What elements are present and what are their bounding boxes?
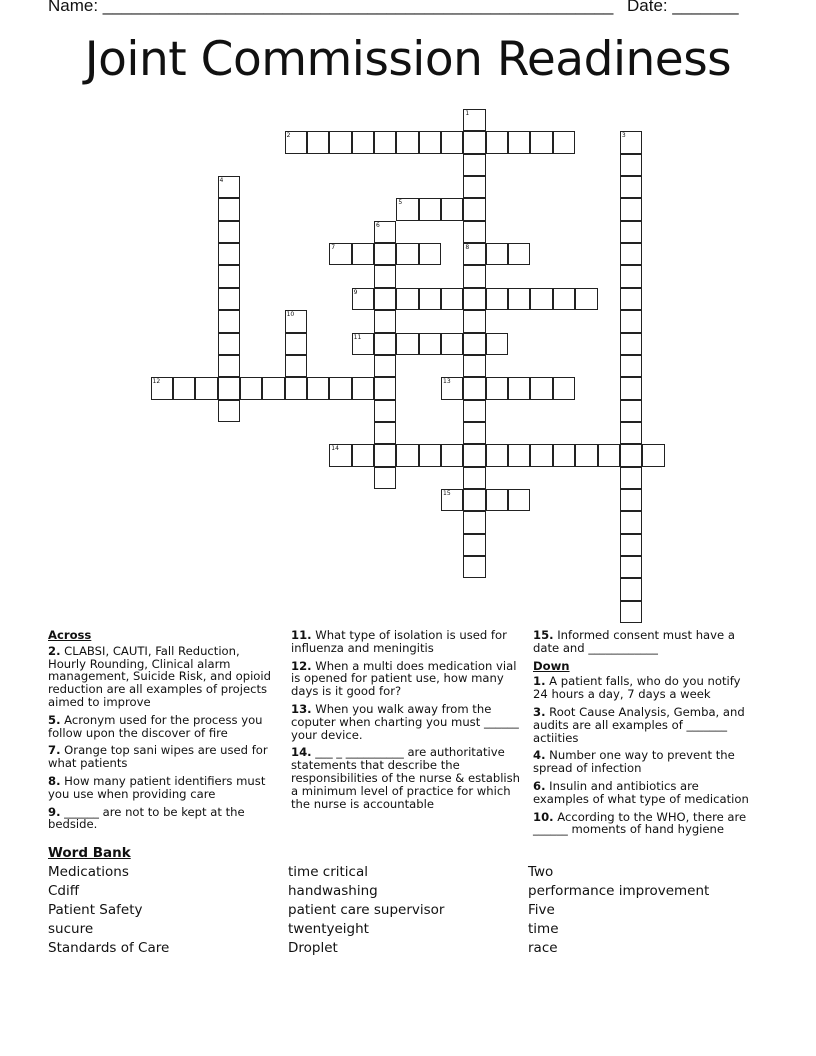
across-clue-11: 11. What type of isolation is used for influenza and meningitis	[291, 628, 507, 655]
word-bank-item: performance improvement	[528, 883, 710, 899]
crossword-cell[interactable]	[463, 221, 485, 243]
crossword-cell[interactable]	[441, 288, 463, 310]
clue-number: 5	[398, 199, 403, 207]
crossword-cell[interactable]	[463, 489, 485, 511]
crossword-cell[interactable]	[218, 310, 240, 332]
crossword-cell[interactable]	[463, 534, 485, 556]
word-bank-column-2	[288, 863, 444, 958]
crossword-cell[interactable]	[620, 333, 642, 355]
crossword-cell[interactable]	[441, 444, 463, 466]
clue-number: 7	[331, 244, 336, 252]
word-bank-item: Medications	[48, 864, 129, 880]
clue-number: 8	[465, 244, 470, 252]
word-bank-heading: Word Bank	[48, 845, 131, 861]
crossword-cell[interactable]	[374, 243, 396, 265]
crossword-cell[interactable]	[374, 444, 396, 466]
word-bank-item: time critical	[288, 864, 369, 880]
across-clue-9: 9. ______ are not to be kept at the bedside.	[48, 804, 245, 832]
word-bank-item: time	[528, 921, 559, 937]
crossword-cell[interactable]	[419, 131, 441, 153]
crossword-cell[interactable]	[463, 400, 485, 422]
crossword-cell[interactable]	[620, 243, 642, 265]
down-clue-4: 4. Number one way to prevent the spread of infection	[533, 748, 735, 776]
word-bank-item: Patient Safety	[48, 902, 143, 918]
crossword-cell[interactable]	[285, 377, 307, 399]
crossword-cell[interactable]	[151, 377, 173, 399]
crossword-cell[interactable]	[463, 511, 485, 533]
crossword-cell[interactable]	[620, 556, 642, 578]
crossword-cell[interactable]	[173, 377, 195, 399]
crossword-cell[interactable]	[262, 377, 284, 399]
clue-number: 11	[353, 333, 362, 341]
crossword-cell[interactable]	[463, 333, 485, 355]
crossword-cell[interactable]	[463, 310, 485, 332]
crossword-cell[interactable]	[441, 377, 463, 399]
clue-number: 2	[286, 132, 291, 140]
crossword-cell[interactable]	[620, 400, 642, 422]
crossword-cell[interactable]	[396, 243, 418, 265]
crossword-cell[interactable]	[553, 377, 575, 399]
across-clue-13: 13. When you walk away from the coputer when charting you must ______ your device.	[291, 701, 519, 742]
crossword-cell[interactable]	[463, 355, 485, 377]
crossword-cell[interactable]	[530, 444, 552, 466]
crossword-cell[interactable]	[620, 601, 642, 623]
across-heading: Across	[48, 628, 92, 642]
down-heading: Down	[533, 658, 570, 673]
crossword-cell[interactable]	[620, 578, 642, 600]
crossword-cell[interactable]	[218, 176, 240, 198]
crossword-cell[interactable]	[419, 288, 441, 310]
crossword-cell[interactable]	[307, 377, 329, 399]
name-field-label: Name: ______________________________________________________	[48, 0, 614, 15]
clue-number: 15	[443, 489, 451, 497]
across-clue-15: 15. Informed consent must have a date and ____________	[533, 628, 735, 655]
crossword-cell[interactable]	[463, 556, 485, 578]
crossword-cell[interactable]	[575, 444, 597, 466]
crossword-cell[interactable]	[620, 511, 642, 533]
crossword-cell[interactable]	[441, 489, 463, 511]
crossword-cell[interactable]	[352, 288, 374, 310]
crossword-cell[interactable]	[352, 444, 374, 466]
crossword-cell[interactable]	[642, 444, 664, 466]
crossword-cell[interactable]	[463, 288, 485, 310]
clue-number: 4	[219, 177, 224, 185]
crossword-cell[interactable]	[285, 310, 307, 332]
clues-column-1	[48, 629, 278, 836]
crossword-cell[interactable]	[329, 444, 351, 466]
crossword-cell[interactable]	[598, 444, 620, 466]
crossword-cell[interactable]	[508, 131, 530, 153]
across-clue-12: 12. When a multi does medication vial is opened for patient use, how many days is it good for?	[291, 658, 517, 699]
crossword-cell[interactable]	[329, 377, 351, 399]
crossword-cell[interactable]	[620, 467, 642, 489]
across-clue-8: 8. How many patient identifiers must you use when providing care	[48, 773, 266, 801]
crossword-cell[interactable]	[486, 243, 508, 265]
crossword-cell[interactable]	[463, 154, 485, 176]
crossword-cell[interactable]	[530, 131, 552, 153]
across-clue-14: 14. ___ _ __________ are authoritative statements that describe the responsibilities of the nurse & establish a minimum level of practice for which the nurse is accountable	[291, 745, 521, 811]
crossword-cell[interactable]	[620, 198, 642, 220]
crossword-cell[interactable]	[553, 444, 575, 466]
clue-number: 1	[465, 110, 470, 117]
word-bank-item: Five	[528, 902, 555, 918]
crossword-cell[interactable]	[329, 131, 351, 153]
clue-number: 3	[621, 132, 626, 140]
crossword-cell[interactable]	[620, 355, 642, 377]
crossword-cell[interactable]	[530, 377, 552, 399]
crossword-cell[interactable]	[508, 444, 530, 466]
word-bank-column-3	[528, 863, 709, 958]
crossword-cell[interactable]	[374, 355, 396, 377]
crossword-cell[interactable]	[195, 377, 217, 399]
crossword-cell[interactable]	[218, 198, 240, 220]
clues-column-2	[291, 629, 521, 815]
across-clue-7: 7. Orange top sani wipes are used for what patients	[48, 743, 268, 771]
down-clue-3: 3. Root Cause Analysis, Gemba, and audits are all examples of _______ actiities	[533, 704, 745, 745]
crossword-cell[interactable]	[218, 400, 240, 422]
crossword-cell[interactable]	[285, 355, 307, 377]
clue-number: 13	[443, 378, 451, 386]
crossword-cell[interactable]	[240, 377, 262, 399]
across-clue-5: 5. Acronym used for the process you follow upon the discover of fire	[48, 712, 263, 740]
crossword-cell[interactable]	[396, 131, 418, 153]
crossword-cell[interactable]	[620, 310, 642, 332]
across-clue-2: 2. CLABSI, CAUTI, Fall Reduction, Hourly Rounding, Clinical alarm management, Suicide Risk, and opioid reduction are all examples of projects aimed to improve	[48, 643, 271, 709]
crossword-cell[interactable]	[620, 534, 642, 556]
crossword-cell[interactable]	[463, 422, 485, 444]
crossword-cell[interactable]	[307, 131, 329, 153]
crossword-cell[interactable]	[374, 400, 396, 422]
word-bank-item: twentyeight	[288, 921, 369, 937]
crossword-cell[interactable]	[553, 131, 575, 153]
crossword-cell[interactable]	[374, 310, 396, 332]
clue-number: 14	[331, 445, 339, 453]
crossword-cell[interactable]	[553, 288, 575, 310]
crossword-cell[interactable]	[396, 333, 418, 355]
crossword-cell[interactable]	[285, 131, 307, 153]
word-bank-item: race	[528, 940, 558, 956]
crossword-cell[interactable]	[530, 288, 552, 310]
crossword-cell[interactable]	[620, 176, 642, 198]
clue-number: 10	[286, 311, 295, 319]
crossword-cell[interactable]	[285, 333, 307, 355]
crossword-cell[interactable]	[620, 221, 642, 243]
crossword-cell[interactable]	[463, 377, 485, 399]
word-bank-item: Cdiff	[48, 883, 80, 899]
crossword-cell[interactable]	[352, 131, 374, 153]
word-bank-item: Standards of Care	[48, 940, 170, 956]
crossword-cell[interactable]	[218, 243, 240, 265]
crossword-cell[interactable]	[463, 444, 485, 466]
date-field-label: Date: _______	[627, 0, 739, 15]
crossword-cell[interactable]	[508, 377, 530, 399]
crossword-cell[interactable]	[463, 265, 485, 287]
word-bank-column-1	[48, 863, 169, 958]
crossword-cell[interactable]	[396, 444, 418, 466]
word-bank-item: patient care supervisor	[288, 902, 445, 918]
crossword-cell[interactable]	[374, 377, 396, 399]
crossword-cell[interactable]	[620, 288, 642, 310]
crossword-cell[interactable]	[486, 377, 508, 399]
crossword-cell[interactable]	[620, 422, 642, 444]
crossword-cell[interactable]	[620, 377, 642, 399]
word-bank-item: Two	[528, 864, 554, 880]
down-clue-1: 1. A patient falls, who do you notify 24 hours a day, 7 days a week	[533, 674, 741, 702]
crossword-cell[interactable]	[374, 422, 396, 444]
crossword-cell[interactable]	[508, 243, 530, 265]
crossword-cell[interactable]	[352, 243, 374, 265]
clue-number: 6	[376, 221, 380, 229]
crossword-cell[interactable]	[396, 198, 418, 220]
crossword-cell[interactable]	[218, 265, 240, 287]
crossword-cell[interactable]	[218, 288, 240, 310]
crossword-cell[interactable]	[396, 288, 418, 310]
word-bank-item: Droplet	[288, 940, 338, 956]
crossword-cell[interactable]	[486, 333, 508, 355]
crossword-cell[interactable]	[441, 333, 463, 355]
crossword-cell[interactable]	[463, 176, 485, 198]
clue-number: 12	[152, 378, 161, 386]
crossword-cell[interactable]	[620, 444, 642, 466]
crossword-cell[interactable]	[620, 154, 642, 176]
crossword-cell[interactable]	[486, 489, 508, 511]
crossword-cell[interactable]	[463, 243, 485, 265]
crossword-cell[interactable]	[620, 131, 642, 153]
crossword-cell[interactable]	[419, 333, 441, 355]
crossword-cell[interactable]	[463, 109, 485, 131]
down-clue-6: 6. Insulin and antibiotics are examples of what type of medication	[533, 778, 749, 806]
down-clue-10: 10. According to the WHO, there are ______ moments of hand hygiene	[533, 809, 747, 837]
crossword-cell[interactable]	[374, 288, 396, 310]
crossword-cell[interactable]	[419, 444, 441, 466]
crossword-cell[interactable]	[419, 198, 441, 220]
crossword-cell[interactable]	[575, 288, 597, 310]
crossword-cell[interactable]	[218, 377, 240, 399]
crossword-cell[interactable]	[329, 243, 351, 265]
crossword-cell[interactable]	[374, 265, 396, 287]
crossword-cell[interactable]	[486, 288, 508, 310]
crossword-cell[interactable]	[620, 489, 642, 511]
crossword-cell[interactable]	[486, 131, 508, 153]
crossword-cell[interactable]	[352, 377, 374, 399]
crossword-cell[interactable]	[441, 131, 463, 153]
crossword-cell[interactable]	[463, 131, 485, 153]
word-bank-item: handwashing	[288, 883, 378, 899]
crossword-cell[interactable]	[218, 333, 240, 355]
crossword-cell[interactable]	[374, 333, 396, 355]
crossword-cell[interactable]	[374, 221, 396, 243]
crossword-cell[interactable]	[352, 333, 374, 355]
crossword-cell[interactable]	[463, 467, 485, 489]
crossword-cell[interactable]	[218, 221, 240, 243]
crossword-cell[interactable]	[486, 444, 508, 466]
crossword-cell[interactable]	[374, 467, 396, 489]
crossword-cell[interactable]	[463, 198, 485, 220]
crossword-cell[interactable]	[374, 131, 396, 153]
crossword-cell[interactable]	[419, 243, 441, 265]
page-title: Joint Commission Readiness	[84, 32, 732, 87]
clue-number: 9	[353, 288, 358, 296]
crossword-cell[interactable]	[508, 489, 530, 511]
crossword-cell[interactable]	[218, 355, 240, 377]
clues-column-3	[533, 629, 758, 841]
crossword-cell[interactable]	[620, 265, 642, 287]
word-bank-item: sucure	[48, 921, 94, 937]
crossword-cell[interactable]	[508, 288, 530, 310]
crossword-cell[interactable]	[441, 198, 463, 220]
